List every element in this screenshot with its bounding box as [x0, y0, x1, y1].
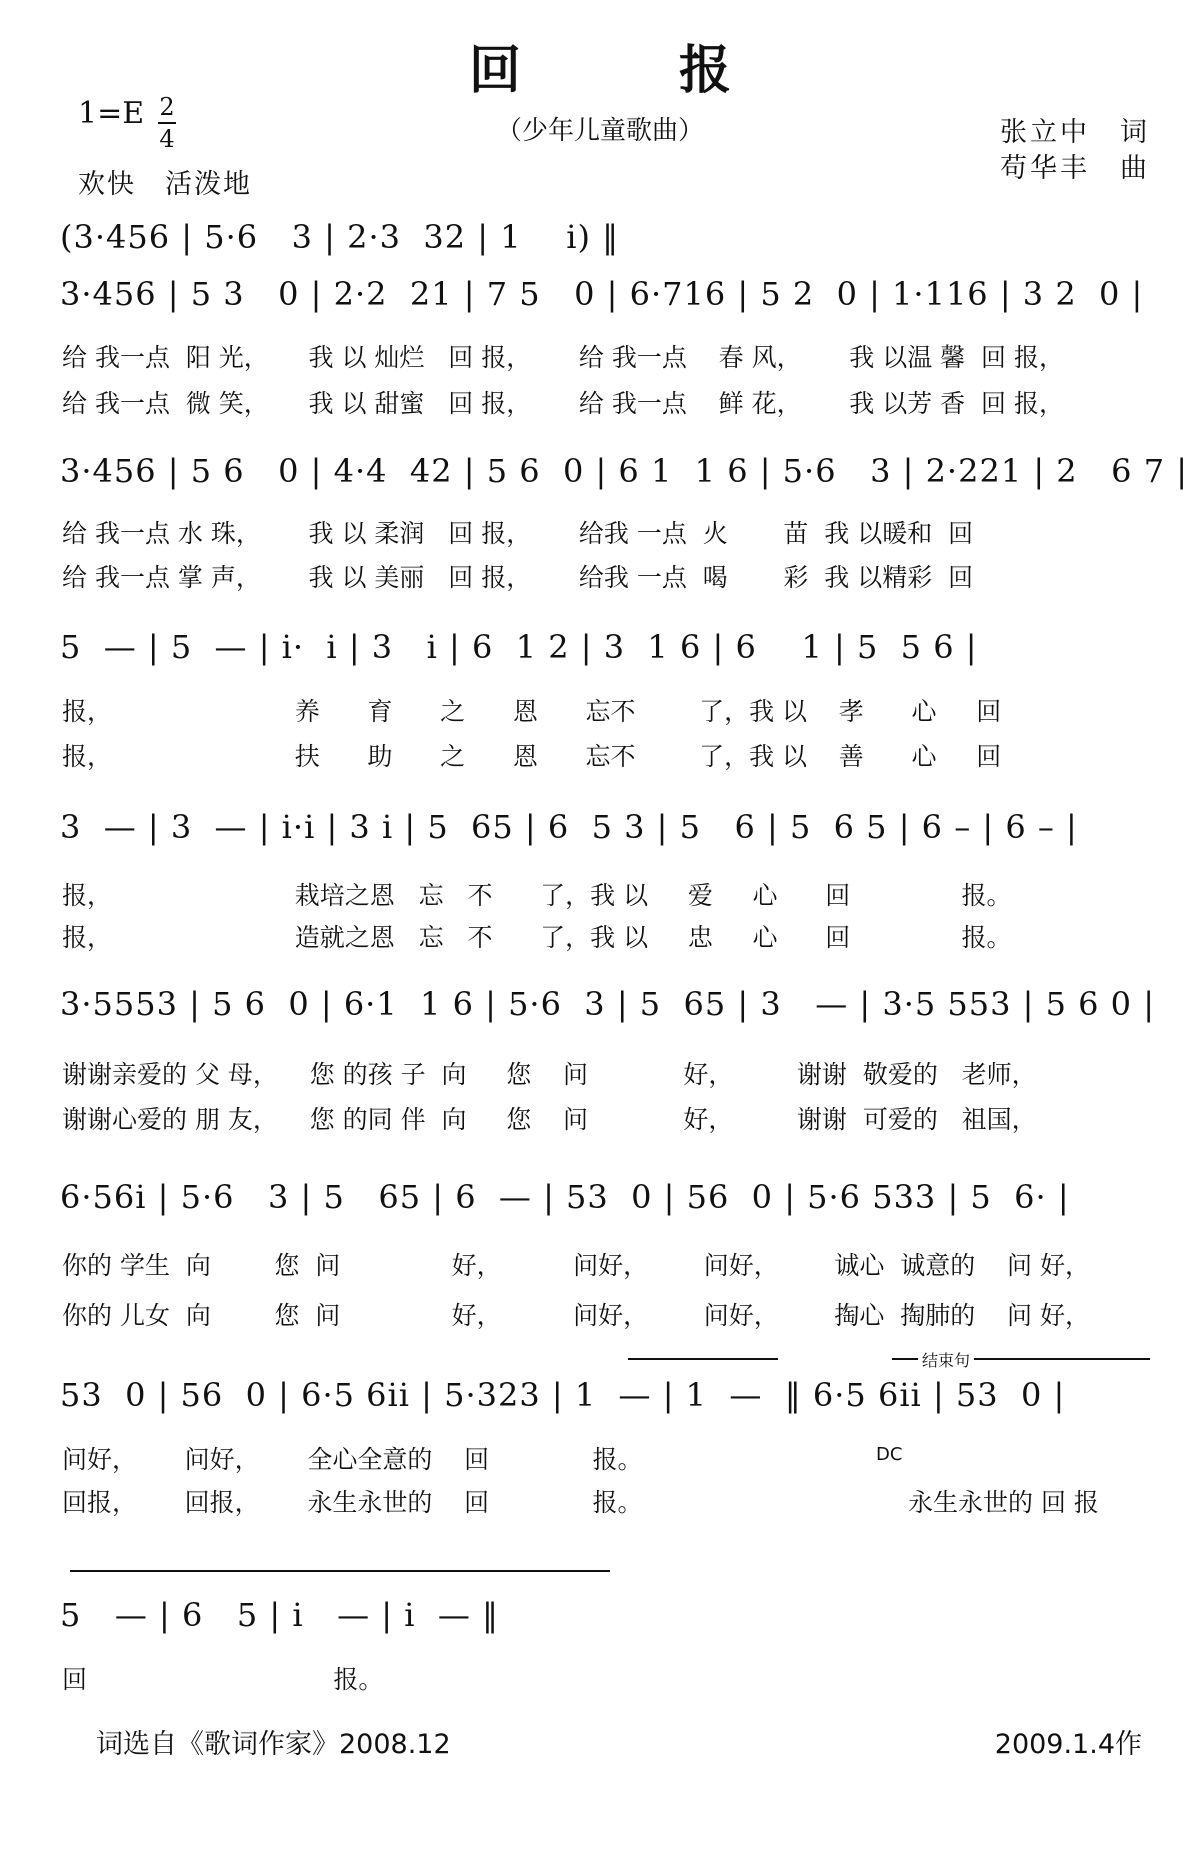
row-6-notes: 6·56i | 5·6 3 | 5 65 | 6 — | 53 0 | 56 0 | 5·6 533 | 5 6· | [60, 1178, 1070, 1216]
row-1-lyric-verse-1: 给 我一点 阳 光， 我 以 灿烂 回 报， 给 我一点 春 风， 我 以温 馨 回 报， [62, 343, 1064, 372]
key-signature: 1=E [78, 96, 145, 131]
time-signature [158, 92, 176, 154]
volta-bracket [628, 1358, 778, 1360]
row-8-notes: 5 — | 6 5 | i — | i — ‖ [60, 1596, 499, 1634]
row-8-lyric: 回 报。 [62, 1665, 384, 1694]
row-7-lyric-verse-1: 问好， 问好， 全心全意的 回 报。 [62, 1445, 643, 1474]
intro-notes: (3·456 | 5·6 3 | 2·3 32 | 1 i) ‖ [60, 218, 620, 256]
row-3-lyric-verse-1: 报， 养 育 之 恩 忘不 了，我 以 孝 心 回 [62, 697, 1002, 726]
lyrics-source: 词选自《歌词作家》2008.12 [96, 1729, 451, 1760]
ending-label: 结束句 [918, 1348, 974, 1371]
song-subtitle: （少年儿童歌曲） [495, 116, 704, 146]
row-7-notes: 53 0 | 56 0 | 6·5 6ii | 5·323 | 1 — | 1 — ‖ 6·5 6ii | 53 0 | [60, 1376, 1066, 1414]
song-title: 回 报 [468, 40, 802, 101]
row-5-lyric-verse-1: 谢谢亲爱的 父 母， 您 的孩 子 向 您 问 好， 谢谢 敬爱的 老师， [62, 1060, 1037, 1089]
row-3-lyric-verse-2: 报， 扶 助 之 恩 忘不 了，我 以 善 心 回 [62, 742, 1002, 771]
row-5-lyric-verse-2: 谢谢心爱的 朋 友， 您 的同 伴 向 您 问 好， 谢谢 可爱的 祖国， [62, 1105, 1037, 1134]
row-6-lyric-verse-2: 你的 儿女 向 您 问 好， 问好， 问好， 掏心 掏肺的 问 好， [62, 1301, 1090, 1330]
row-2-lyric-verse-1: 给 我一点 水 珠， 我 以 柔润 回 报， 给我 一点 火 苗 我 以暖和 回 [62, 519, 974, 548]
row-7-lyric-verse-2: 回报， 回报， 永生永世的 回 报。 [62, 1488, 643, 1517]
row-2-lyric-verse-2: 给 我一点 掌 声， 我 以 美丽 回 报， 给我 一点 喝 彩 我 以精彩 回 [62, 563, 974, 592]
row-4-lyric-verse-2: 报， 造就之恩 忘 不 了，我 以 忠 心 回 报。 [62, 923, 1012, 952]
tempo-marking: 欢快 活泼地 [78, 169, 252, 200]
coda-lyric: 永生永世的 回 报 [908, 1488, 1099, 1517]
row-4-lyric-verse-1: 报， 栽培之恩 忘 不 了，我 以 爱 心 回 报。 [62, 881, 1012, 910]
final-tie-line [70, 1570, 610, 1572]
row-1-notes: 3·456 | 5 3 0 | 2·2 21 | 7 5 0 | 6·716 | 5 2 0 | 1·116 | 3 2 0 | [60, 275, 1144, 313]
row-2-notes: 3·456 | 5 6 0 | 4·4 42 | 5 6 0 | 6 1 1 6 | 5·6 3 | 2·221 | 2 6 7 | [60, 452, 1189, 490]
row-6-lyric-verse-1: 你的 学生 向 您 问 好， 问好， 问好， 诚心 诚意的 问 好， [62, 1251, 1090, 1280]
composer-credit: 苟华丰 曲 [1000, 153, 1150, 184]
row-4-notes: 3 — | 3 — | i·i | 3 i | 5 65 | 6 5 3 | 5 6 | 5 6 5 | 6 – | 6 – | [60, 808, 1078, 846]
time-signature-bottom: 4 [159, 125, 175, 153]
time-signature-top: 2 [159, 93, 175, 121]
row-5-notes: 3·5553 | 5 6 0 | 6·1 1 6 | 5·6 3 | 5 65 | 3 — | 3·5 553 | 5 6 0 | [60, 985, 1155, 1023]
row-3-notes: 5 — | 5 — | i· i | 3 i | 6 1 2 | 3 1 6 | 6 1 | 5 5 6 | [60, 628, 978, 666]
lyricist-credit: 张立中 词 [1000, 117, 1150, 148]
composition-date: 2009.1.4作 [994, 1729, 1142, 1760]
dc-marking: DC [876, 1444, 903, 1465]
row-1-lyric-verse-2: 给 我一点 微 笑， 我 以 甜蜜 回 报， 给 我一点 鲜 花， 我 以芳 香 回 报， [62, 389, 1064, 418]
